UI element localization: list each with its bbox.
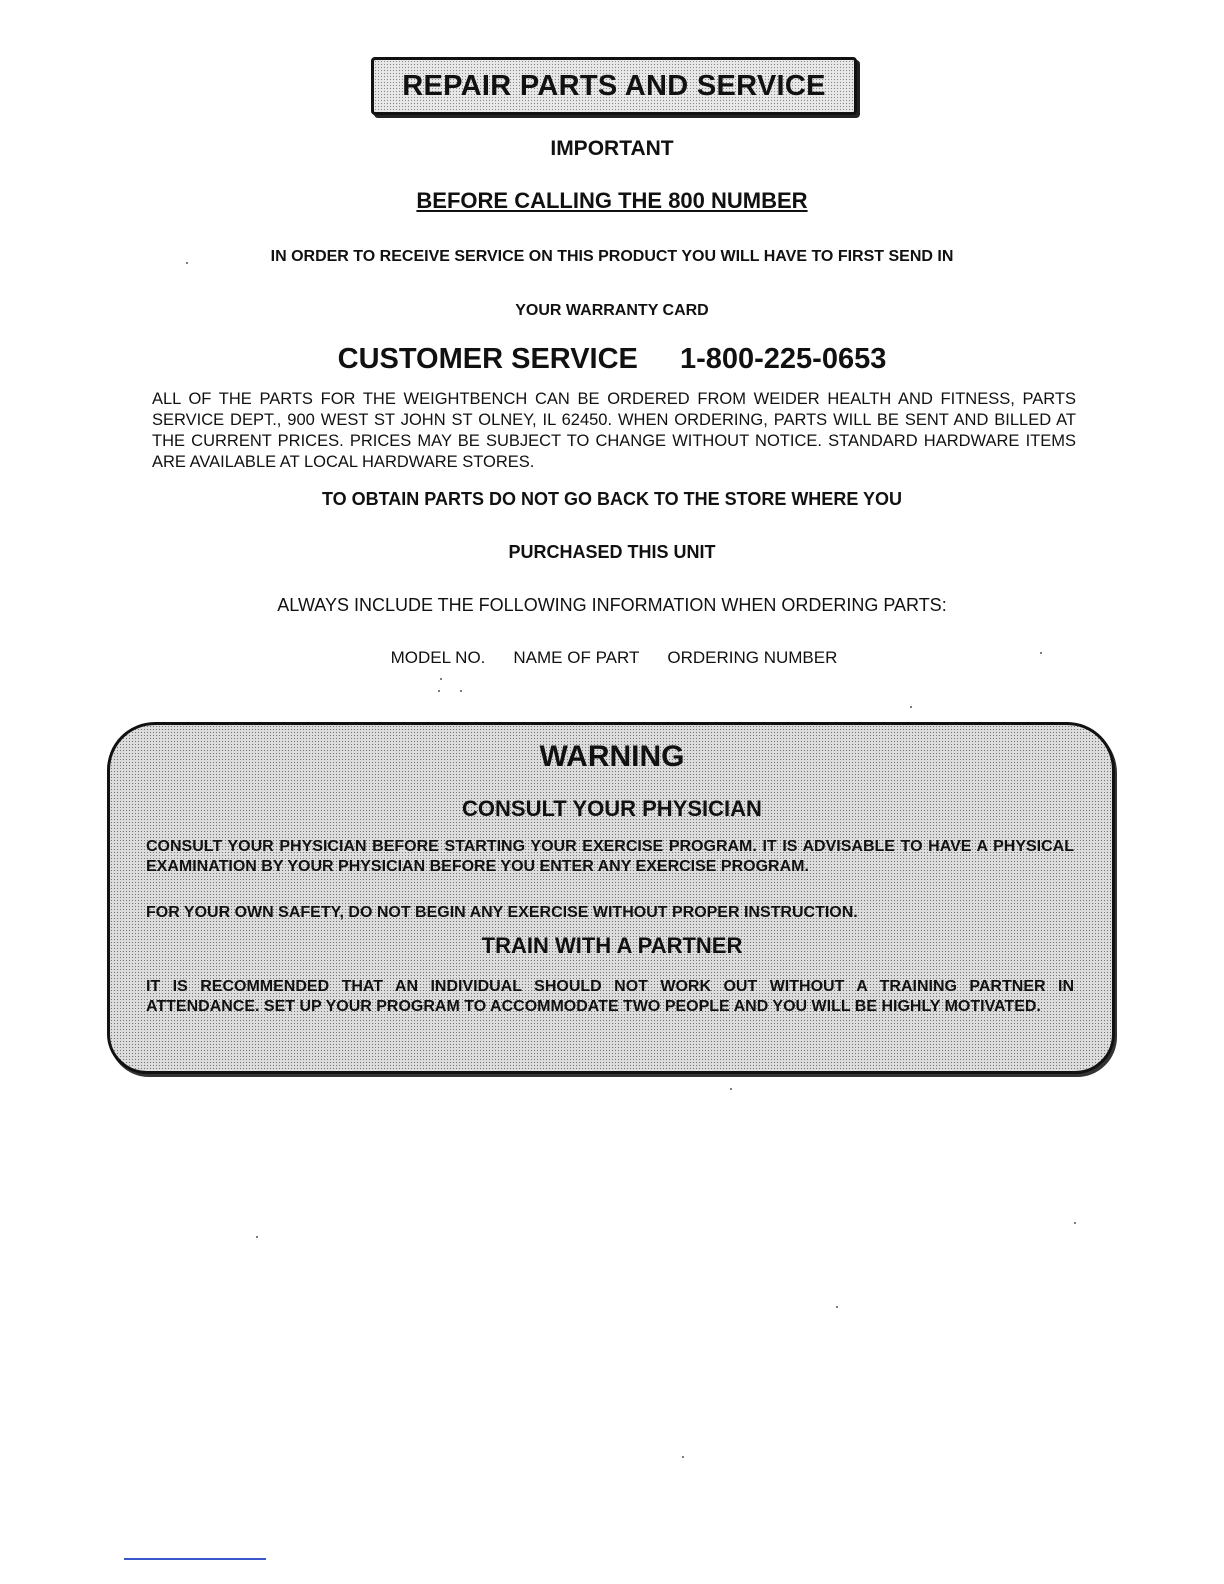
before-calling-heading: BEFORE CALLING THE 800 NUMBER	[416, 188, 808, 213]
scan-speck	[440, 678, 442, 680]
scan-speck	[186, 262, 188, 264]
customer-service-label: CUSTOMER SERVICE	[337, 343, 638, 375]
scan-speck	[910, 706, 912, 708]
scan-speck	[1040, 652, 1042, 654]
obtain-parts-line-2: PURCHASED THIS UNIT	[508, 542, 716, 562]
safety-text: FOR YOUR OWN SAFETY, DO NOT BEGIN ANY EXERCISE WITHOUT PROPER INSTRUCTION.	[146, 904, 858, 921]
scan-speck	[682, 1456, 684, 1458]
consult-physician-heading: CONSULT YOUR PHYSICIAN	[462, 796, 762, 821]
page-title: REPAIR PARTS AND SERVICE	[402, 69, 826, 102]
field-ordering-number: ORDERING NUMBER	[667, 648, 838, 667]
title-box	[371, 57, 857, 115]
scan-speck	[438, 690, 440, 692]
scan-speck	[730, 1088, 732, 1090]
scan-speck	[836, 1306, 838, 1308]
scan-speck	[256, 1236, 258, 1238]
field-name-of-part: NAME OF PART	[513, 648, 640, 667]
customer-service-line	[0, 343, 1224, 376]
warning-title: WARNING	[539, 740, 685, 773]
warranty-card-line: YOUR WARRANTY CARD	[515, 302, 709, 319]
customer-service-phone: 1-800-225-0653	[679, 343, 887, 375]
parts-ordering-paragraph: ALL OF THE PARTS FOR THE WEIGHTBENCH CAN BE ORDERED FROM WEIDER HEALTH AND FITNESS, PARTS SERVICE DEPT., 900 WEST ST JOHN ST OLNEY, IL 62450. WHEN ORDERING, PARTS WILL BE SENT AND BILLED AT THE CURRENT PRICES. PRICES MAY BE SUBJECT TO CHANGE WITHOUT NOTICE. STANDARD HARDWARE ITEMS ARE AVAILABLE AT LOCAL HARDWARE STORES.	[152, 390, 1076, 471]
train-with-partner-text: IT IS RECOMMENDED THAT AN INDIVIDUAL SHOULD NOT WORK OUT WITHOUT A TRAINING PARTNER IN ATTENDANCE. SET UP YOUR PROGRAM TO ACCOMMODATE TWO PEOPLE AND YOU WILL BE HIGHLY MOTIVATED.	[146, 978, 1074, 1015]
train-with-partner-heading: TRAIN WITH A PARTNER	[481, 933, 743, 958]
scan-speck	[460, 690, 462, 692]
ordering-fields	[0, 648, 1224, 668]
footer-rule	[124, 1558, 266, 1560]
obtain-parts-line-1: TO OBTAIN PARTS DO NOT GO BACK TO THE STORE WHERE YOU	[321, 489, 903, 509]
scan-speck	[1074, 1222, 1076, 1224]
field-model-no: MODEL NO.	[390, 648, 486, 667]
always-include-line: ALWAYS INCLUDE THE FOLLOWING INFORMATION WHEN ORDERING PARTS:	[277, 595, 947, 615]
service-order-line: IN ORDER TO RECEIVE SERVICE ON THIS PRODUCT YOU WILL HAVE TO FIRST SEND IN	[270, 248, 954, 265]
important-heading: IMPORTANT	[550, 137, 674, 160]
warning-box	[107, 722, 1115, 1074]
consult-physician-text: CONSULT YOUR PHYSICIAN BEFORE STARTING YOUR EXERCISE PROGRAM. IT IS ADVISABLE TO HAVE A PHYSICAL EXAMINATION BY YOUR PHYSICIAN BEFORE YOU ENTER ANY EXERCISE PROGRAM.	[146, 838, 1074, 875]
